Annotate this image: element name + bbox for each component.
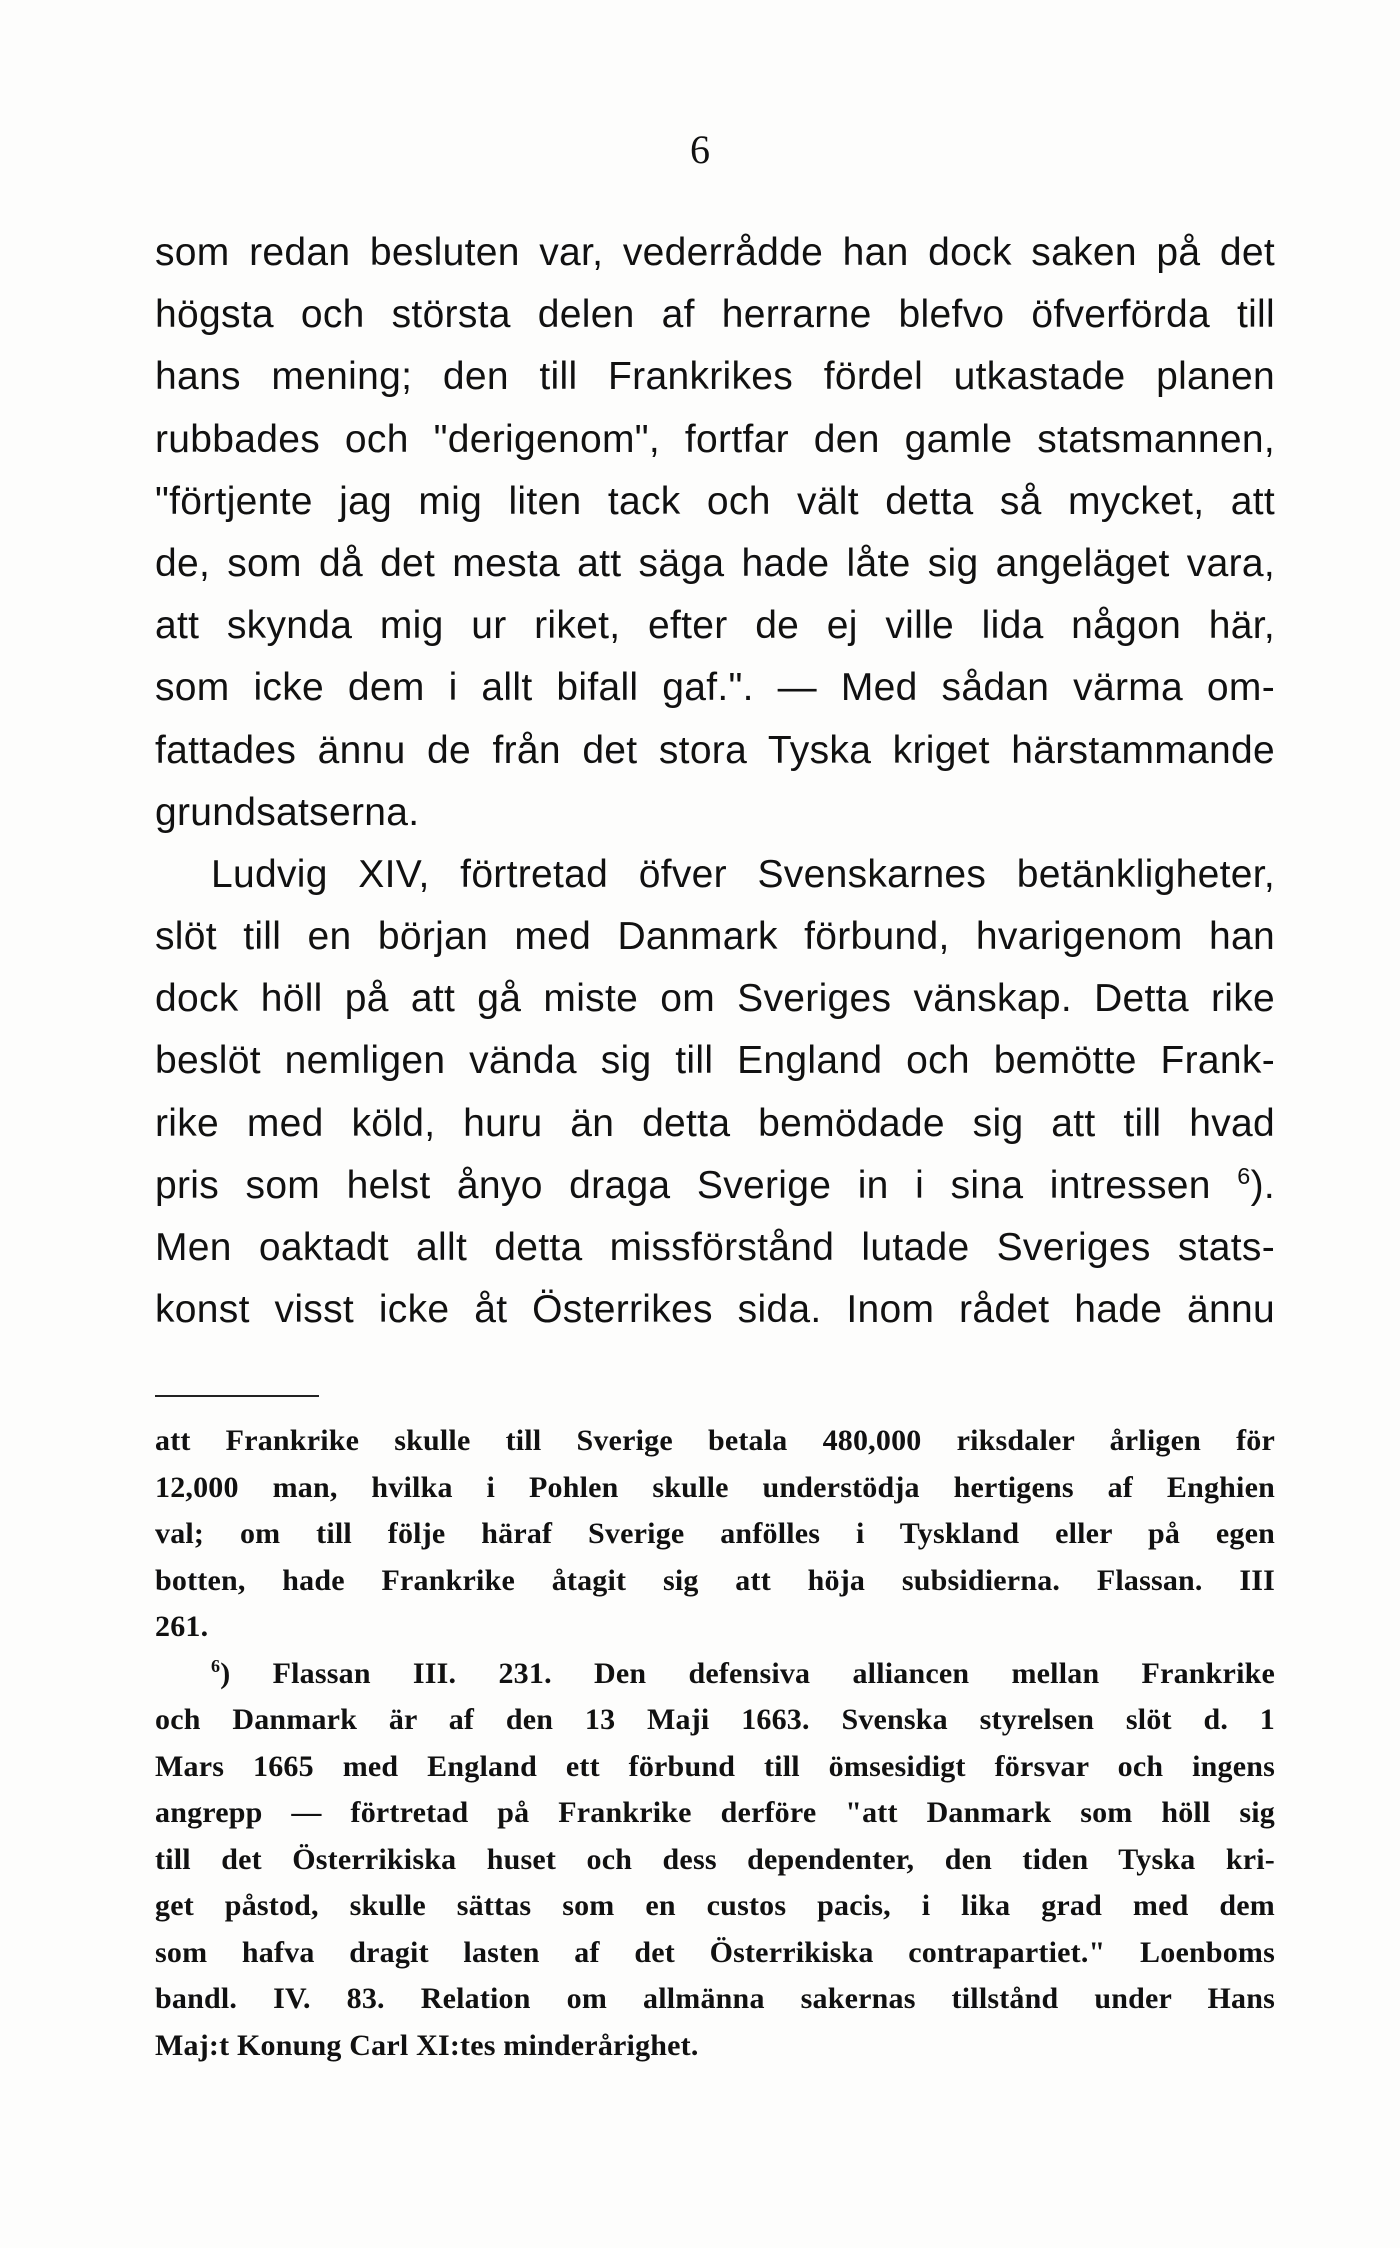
text-line: högsta och största delen af herrarne blefvo öfverförda till <box>155 293 1275 337</box>
text-line-content: pris som helst ånyo draga Sverige in i sina intressen <box>155 1163 1211 1207</box>
footnote-line: till det Österrikiska huset och dess dependenter, den tiden Tyska kri- <box>155 1842 1275 1876</box>
text-line: att skynda mig ur riket, efter de ej ville lida någon här, <box>155 604 1275 648</box>
text-line: som redan besluten var, vederrådde han dock saken på det <box>155 231 1275 274</box>
text-line: konst visst icke åt Österrikes sida. Inom rådet hade ännu <box>155 1288 1275 1332</box>
footnote-line: och Danmark är af den 13 Maji 1663. Svenska styrelsen slöt d. 1 <box>155 1703 1275 1736</box>
text-line: slöt till en början med Danmark förbund, hvarigenom han <box>155 915 1275 959</box>
footnote-line-content: Flassan III. 231. Den defensiva alliancen mellan Frankrike <box>272 1656 1276 1690</box>
footnote-6-first-line <box>155 1651 1275 1698</box>
text-line: dock höll på att gå miste om Sveriges vänskap. Detta rike <box>155 977 1275 1021</box>
footnote-separator-rule <box>155 1395 319 1397</box>
footnote-line: bandl. IV. 83. Relation om allmänna sakernas tillstånd under Hans <box>155 1982 1275 2015</box>
footnote-line: som hafva dragit lasten af det Österrikiska contrapartiet." Loenboms <box>155 1935 1275 1969</box>
text-line: grundsatserna. <box>155 790 420 834</box>
footnote-line: angrepp — förtretad på Frankrike derföre "att Danmark som höll sig <box>155 1796 1275 1829</box>
footnote-line: val; om till följe häraf Sverige anfölles i Tyskland eller på egen <box>155 1517 1275 1550</box>
footnote-line: att Frankrike skulle till Sverige betala 480,000 riksdaler årligen för <box>155 1424 1275 1457</box>
footnotes-section <box>155 1418 1275 2069</box>
text-line: "förtjente jag mig liten tack och vält detta så mycket, att <box>155 479 1275 523</box>
footnote-line: Mars 1665 med England ett förbund till ömsesidigt försvar och ingens <box>155 1749 1275 1783</box>
text-line: rike med köld, huru än detta bemödade sig att till hvad <box>155 1101 1275 1145</box>
page-number: 6 <box>690 127 710 172</box>
footnote-line: 261. <box>155 1610 209 1643</box>
text-line-with-footnote-ref <box>155 1155 1275 1217</box>
text-line: rubbades och "derigenom", fortfar den gamle statsmannen, <box>155 417 1275 461</box>
main-text-body <box>155 222 1275 1341</box>
text-line: som icke dem i allt bifall gaf.". — Med sådan värma om- <box>155 666 1275 710</box>
footnote-6-marker: 6 <box>211 1655 221 1676</box>
text-line: beslöt nemligen vända sig till England och bemötte Frank- <box>155 1039 1275 1083</box>
text-line: Men oaktadt allt detta missförstånd lutade Sveriges stats- <box>155 1226 1275 1269</box>
text-line: de, som då det mesta att säga hade låte sig angeläget vara, <box>155 541 1275 585</box>
text-line: hans mening; den till Frankrikes fördel utkastade planen <box>155 355 1275 399</box>
footnote-reference-suffix: ). <box>1250 1163 1275 1207</box>
footnote-reference-6: 6 <box>1237 1162 1251 1189</box>
footnote-line: get påstod, skulle sättas som en custos pacis, i lika grad med dem <box>155 1889 1275 1922</box>
footnote-line: botten, hade Frankrike åtagit sig att höja subsidierna. Flassan. III <box>155 1563 1275 1597</box>
footnote-line: Maj:t Konung Carl XI:tes minderårighet. <box>155 2028 699 2062</box>
text-line: Ludvig XIV, förtretad öfver Svenskarnes betänkligheter, <box>211 852 1275 896</box>
footnote-line: 12,000 man, hvilka i Pohlen skulle understödja hertigens af Enghien <box>155 1470 1275 1504</box>
footnote-6-marker-suffix: ) <box>220 1656 231 1690</box>
text-line: fattades ännu de från det stora Tyska kriget härstammande <box>155 728 1275 772</box>
